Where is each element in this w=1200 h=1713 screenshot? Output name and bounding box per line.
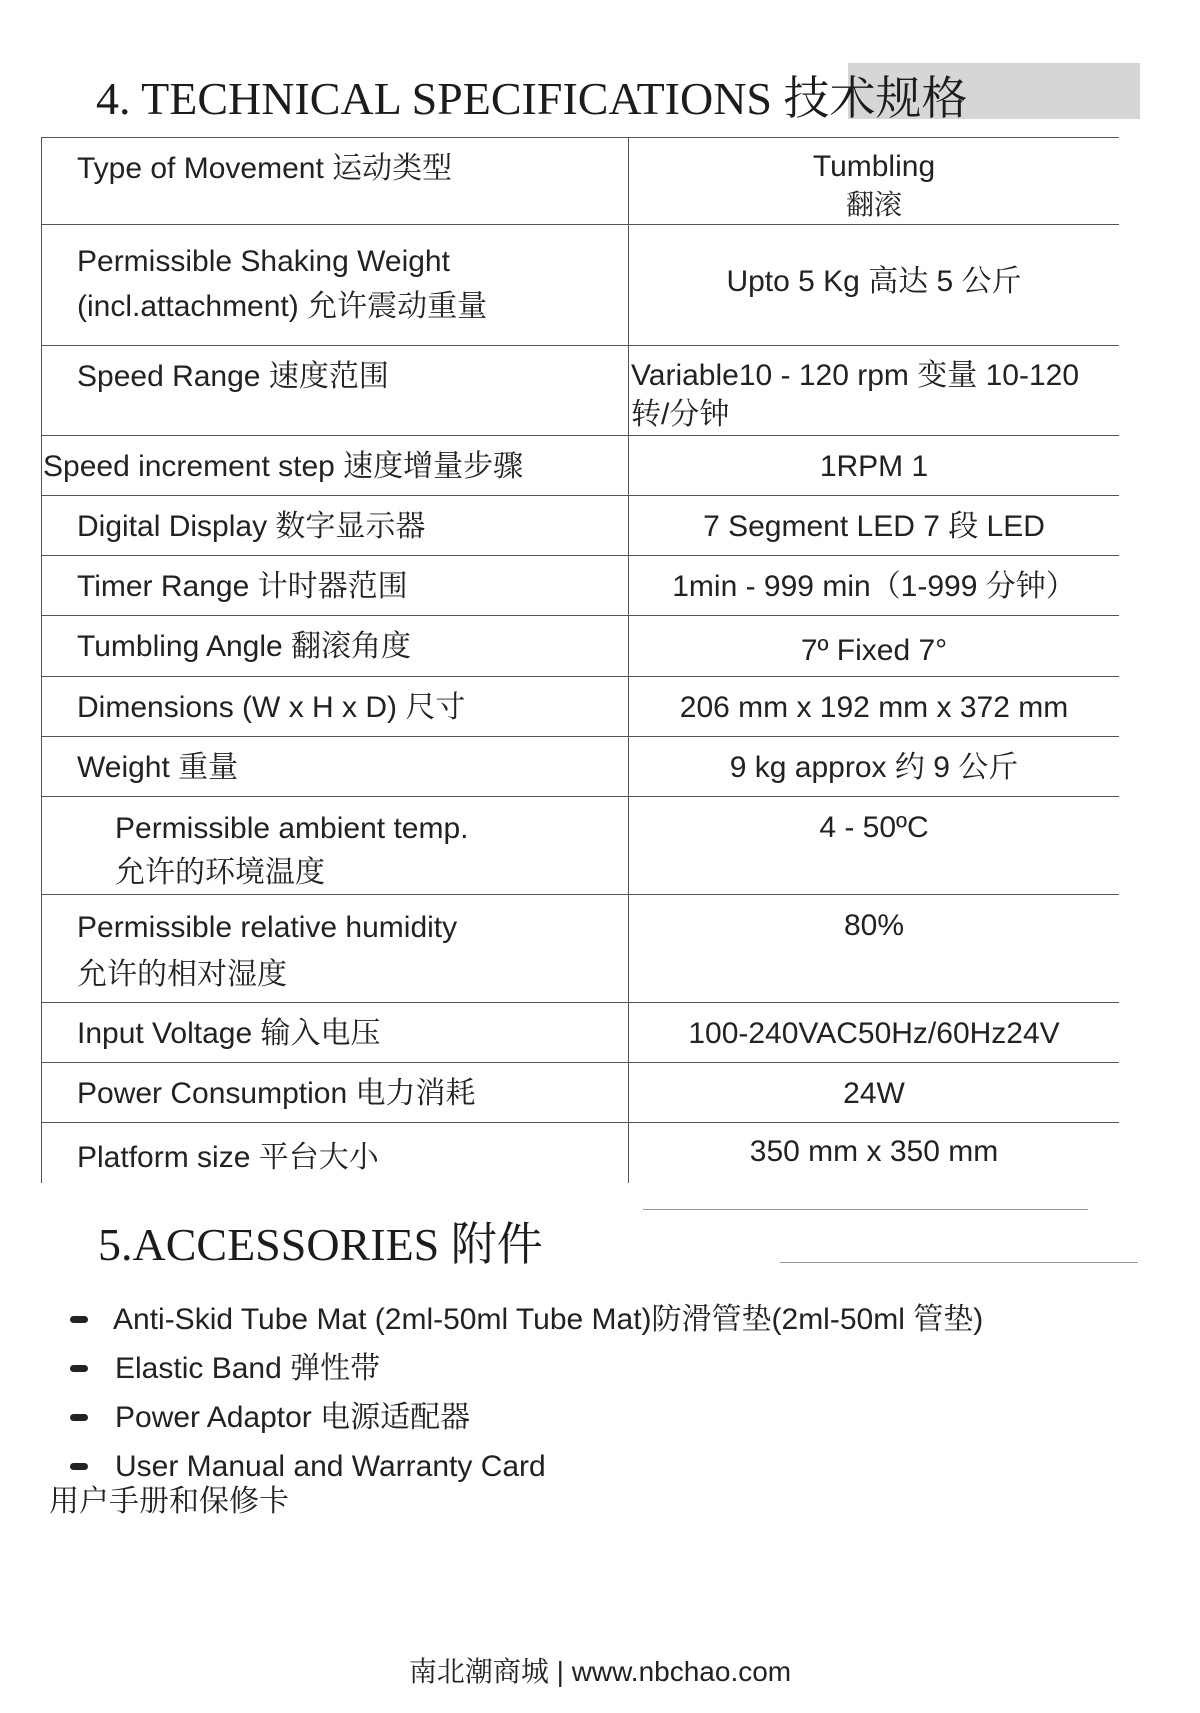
spec-label-line2: 允许的相对湿度: [77, 957, 287, 991]
spec-value: 1RPM 1: [629, 436, 1120, 496]
spec-label: Platform size 平台大小: [42, 1123, 629, 1183]
accessory-text: Power Adaptor 电源适配器: [115, 1401, 471, 1434]
spec-value: [629, 346, 1120, 436]
spec-label: [42, 797, 629, 895]
spec-value-line1: Variable10 - 120 rpm 变量 10-120: [631, 359, 1080, 392]
table-row: [42, 616, 1120, 677]
spec-label: Tumbling Angle 翻滚角度: [42, 616, 629, 677]
spec-label: Power Consumption 电力消耗: [42, 1063, 629, 1123]
table-row: [42, 138, 1120, 225]
spec-label: [42, 225, 629, 346]
spec-value-main: Tumbling: [812, 150, 936, 183]
spec-value: 9 kg approx 约 9 公斤: [629, 737, 1120, 797]
accessory-text: User Manual and Warranty Card: [115, 1450, 546, 1483]
table-row: [42, 677, 1120, 737]
spec-label-line1: Permissible relative humidity: [77, 911, 458, 944]
spec-value: [629, 138, 1120, 225]
table-row: [42, 1123, 1120, 1183]
spec-value-sub: 翻滚: [845, 189, 902, 221]
bullet-icon: [70, 1365, 88, 1372]
table-row: [42, 496, 1120, 556]
spec-value: 1min - 999 min（1-999 分钟）: [629, 556, 1120, 616]
table-row: [42, 1003, 1120, 1063]
table-row: [42, 346, 1120, 436]
list-item: [60, 1393, 983, 1442]
spec-table: [41, 137, 1119, 1183]
spec-label: Speed Range 速度范围: [42, 346, 629, 436]
spec-value: 4 - 50ºC: [629, 797, 1120, 895]
spec-value: 7º Fixed 7°: [629, 616, 1120, 677]
table-row: [42, 737, 1120, 797]
spec-label-line2: 允许的环境温度: [115, 855, 325, 889]
spec-label: Speed increment step 速度增量步骤: [42, 436, 629, 496]
list-item: [60, 1295, 983, 1344]
table-row: [42, 436, 1120, 496]
spec-label: Timer Range 计时器范围: [42, 556, 629, 616]
spec-label-line1: Permissible ambient temp.: [115, 812, 469, 845]
spec-value-line2: 转/分钟: [631, 398, 730, 431]
spec-label: Digital Display 数字显示器: [42, 496, 629, 556]
spec-value: 206 mm x 192 mm x 372 mm: [629, 677, 1120, 737]
list-item: [60, 1344, 983, 1393]
spec-value: 100-240VAC50Hz/60Hz24V: [629, 1003, 1120, 1063]
spec-label: Weight 重量: [42, 737, 629, 797]
table-row: [42, 1063, 1120, 1123]
spec-label-line2: (incl.attachment) 允许震动重量: [77, 290, 488, 323]
table-row: [42, 225, 1120, 346]
bullet-icon: [70, 1316, 88, 1323]
divider-line: [780, 1262, 1138, 1263]
spec-value: 7 Segment LED 7 段 LED: [629, 496, 1120, 556]
specs-section-title: 4. TECHNICAL SPECIFICATIONS 技术规格: [96, 73, 968, 124]
accessory-text: Elastic Band 弹性带: [115, 1352, 381, 1385]
accessory-text-continued: 用户手册和保修卡: [49, 1485, 289, 1518]
accessories-section-title: 5.ACCESSORIES 附件: [98, 1219, 543, 1270]
bullet-icon: [70, 1463, 88, 1470]
spec-value: 350 mm x 350 mm: [629, 1123, 1120, 1183]
spec-value: Upto 5 Kg 高达 5 公斤: [629, 225, 1120, 346]
table-row: [42, 556, 1120, 616]
divider-line: [643, 1209, 1088, 1210]
spec-label: Input Voltage 输入电压: [42, 1003, 629, 1063]
accessories-list: [60, 1295, 983, 1491]
spec-label: Type of Movement 运动类型: [42, 138, 629, 225]
footer-watermark: 南北潮商城 | www.nbchao.com: [408, 1656, 792, 1687]
spec-label: Dimensions (W x H x D) 尺寸: [42, 677, 629, 737]
spec-label-line1: Permissible Shaking Weight: [77, 245, 450, 278]
table-row: [42, 895, 1120, 1003]
spec-value: 80%: [629, 895, 1120, 1003]
accessory-text: Anti-Skid Tube Mat (2ml-50ml Tube Mat)防滑管垫(2ml-50ml 管垫): [113, 1303, 984, 1336]
table-row: [42, 797, 1120, 895]
spec-label: [42, 895, 629, 1003]
bullet-icon: [70, 1414, 88, 1421]
spec-value: 24W: [629, 1063, 1120, 1123]
